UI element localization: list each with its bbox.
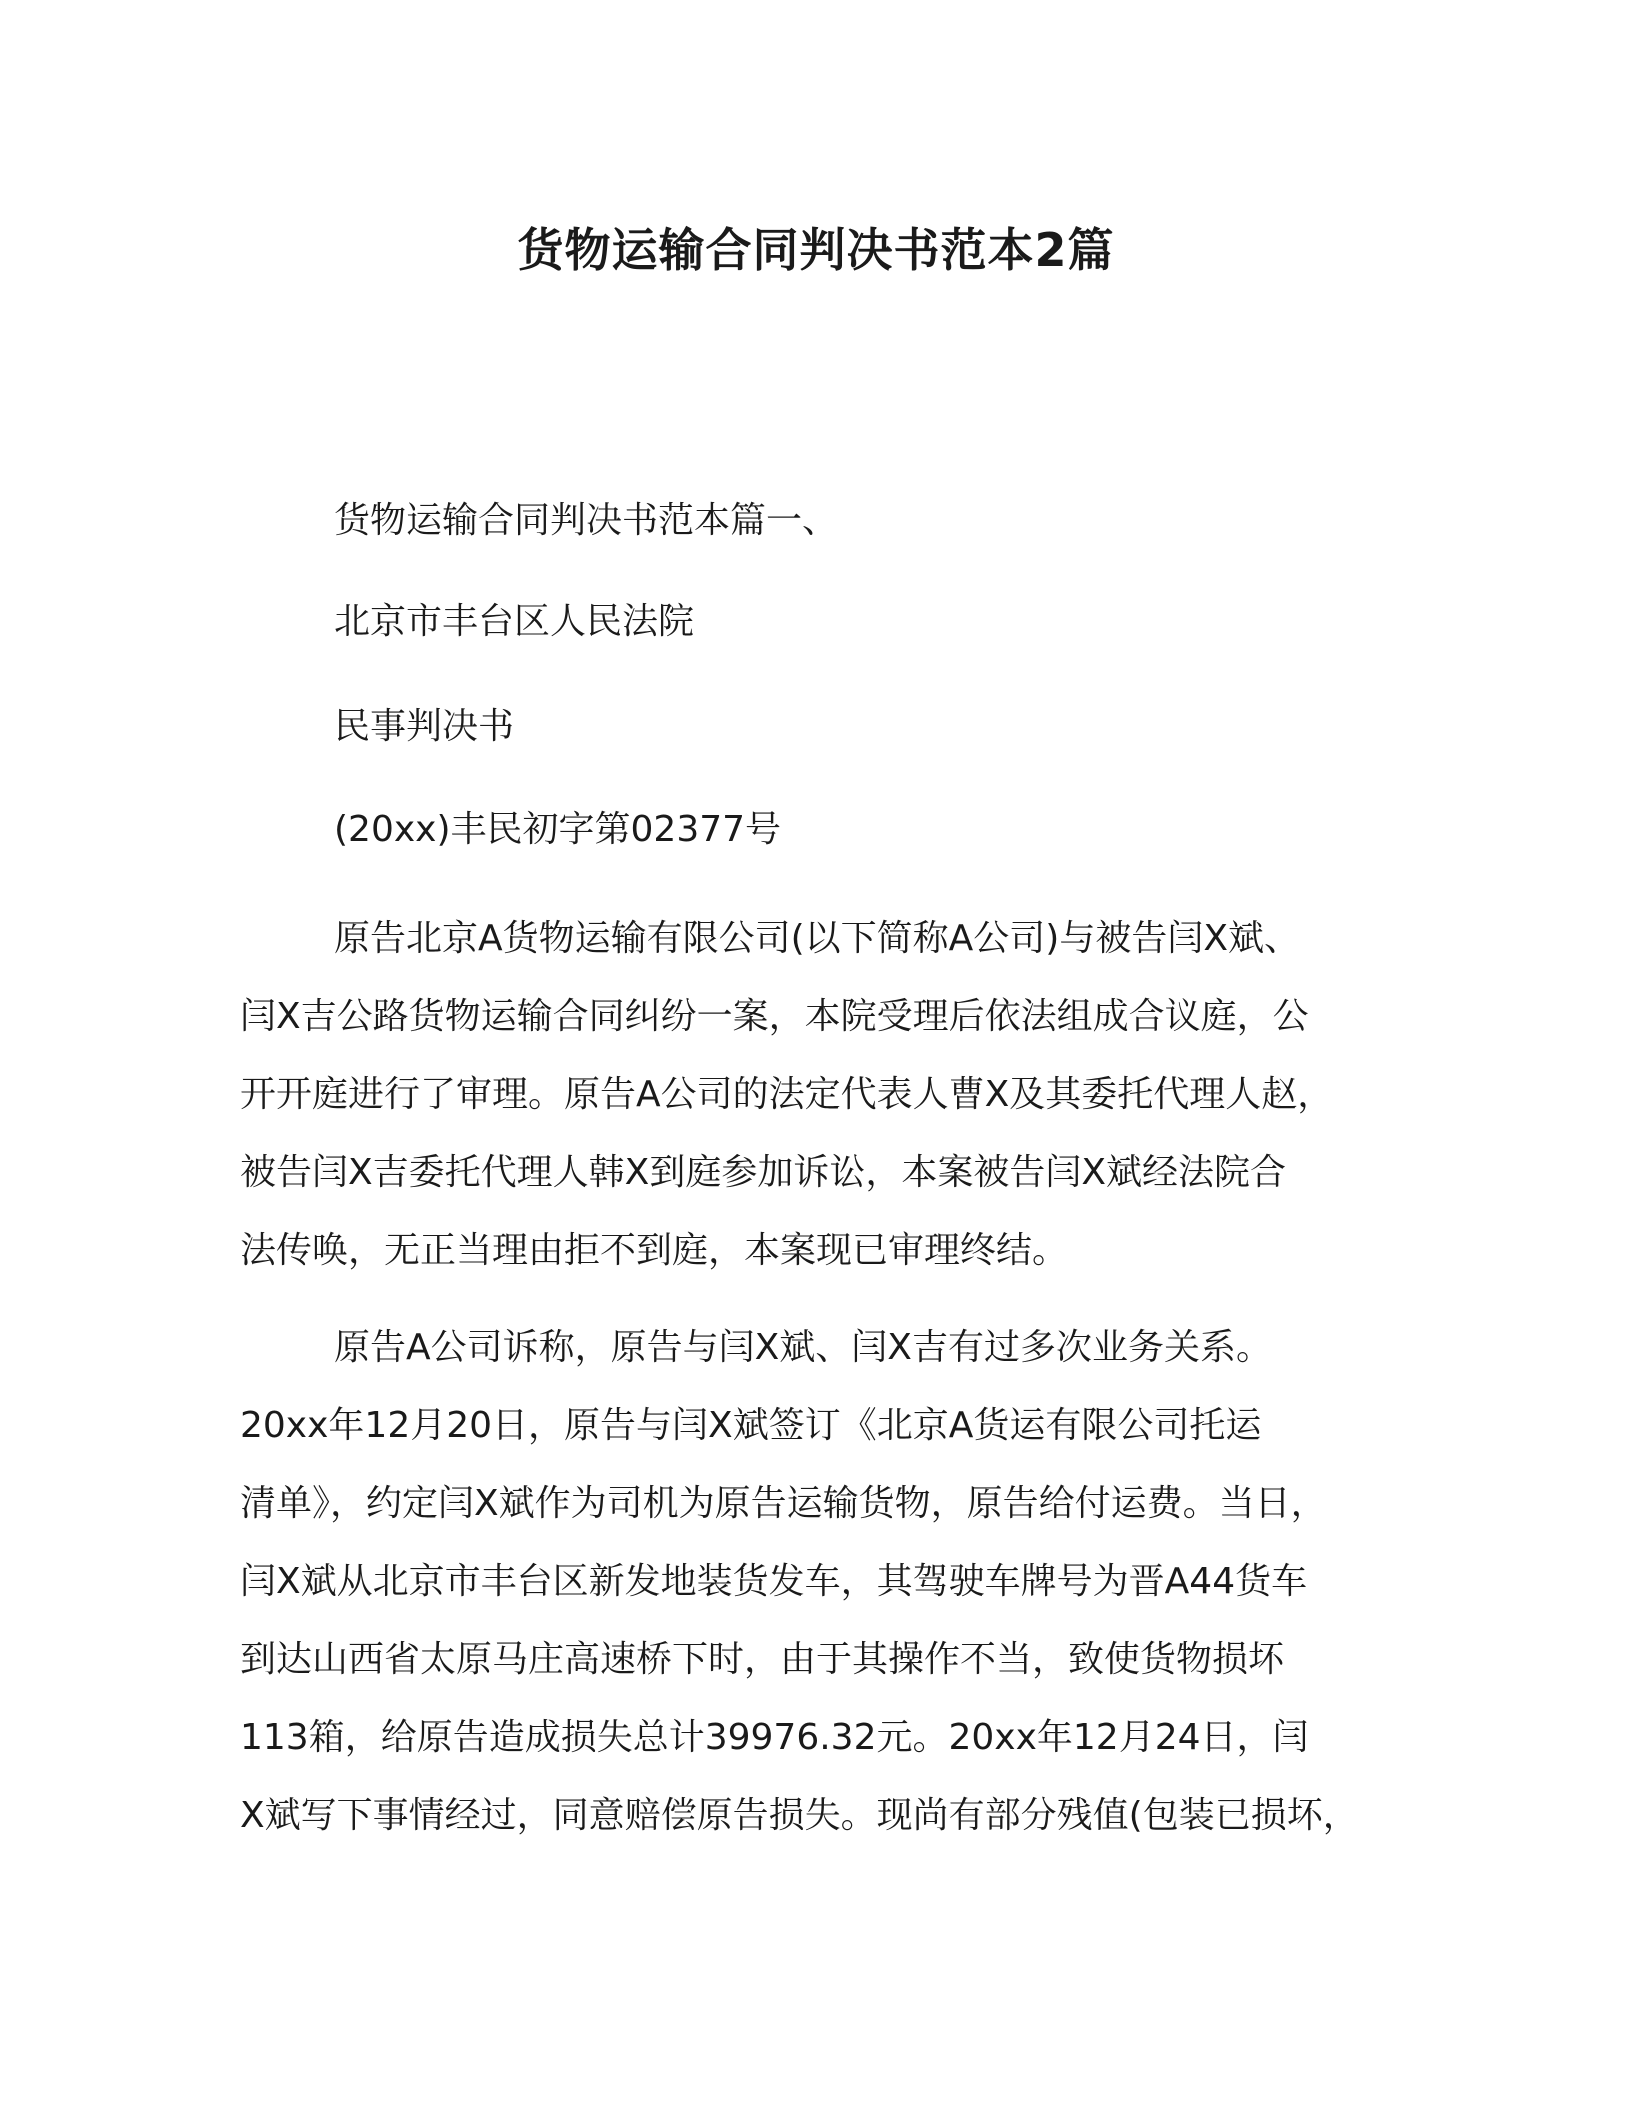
paragraph-2 — [240, 1309, 1390, 1855]
document-title: 货物运输合同判决书范本2篇 — [517, 223, 1115, 277]
paragraph-2-line: 到达山西省太原马庄高速桥下时，由于其操作不当，致使货物损坏 — [240, 1639, 1285, 1680]
paragraph-1-line: 开开庭进行了审理。原告A公司的法定代表人曹X及其委托代理人赵， — [240, 1074, 1334, 1115]
case-number: (20xx)丰民初字第02377号 — [334, 809, 782, 850]
paragraph-1-line: 法传唤，无正当理由拒不到庭，本案现已审理终结。 — [240, 1230, 1069, 1271]
paragraph-2-line: X斌写下事情经过，同意赔偿原告损失。现尚有部分残值(包装已损坏， — [240, 1795, 1359, 1836]
paragraph-1-line: 被告闫X吉委托代理人韩X到庭参加诉讼，本案被告闫X斌经法院合 — [240, 1152, 1286, 1193]
paragraph-1-line: 原告北京A货物运输有限公司(以下简称A公司)与被告闫X斌、 — [334, 918, 1301, 959]
section-heading: 货物运输合同判决书范本篇一、 — [334, 500, 839, 541]
paragraph-2-line: 闫X斌从北京市丰台区新发地装货发车，其驾驶车牌号为晋A44货车 — [240, 1561, 1308, 1602]
paragraph-2-line: 113箱，给原告造成损失总计39976.32元。20xx年12月24日，闫 — [240, 1717, 1309, 1758]
paragraph-2-line: 原告A公司诉称，原告与闫X斌、闫X吉有过多次业务关系。 — [334, 1327, 1272, 1368]
court-name: 北京市丰台区人民法院 — [334, 601, 695, 642]
paragraph-1-line: 闫X吉公路货物运输合同纠纷一案，本院受理后依法组成合议庭，公 — [240, 996, 1309, 1037]
paragraph-2-line: 20xx年12月20日，原告与闫X斌签订《北京A货运有限公司托运 — [240, 1405, 1262, 1446]
paragraph-2-line: 清单》，约定闫X斌作为司机为原告运输货物，原告给付运费。当日， — [240, 1483, 1327, 1524]
document-type: 民事判决书 — [334, 706, 515, 747]
paragraph-1 — [240, 900, 1390, 1290]
